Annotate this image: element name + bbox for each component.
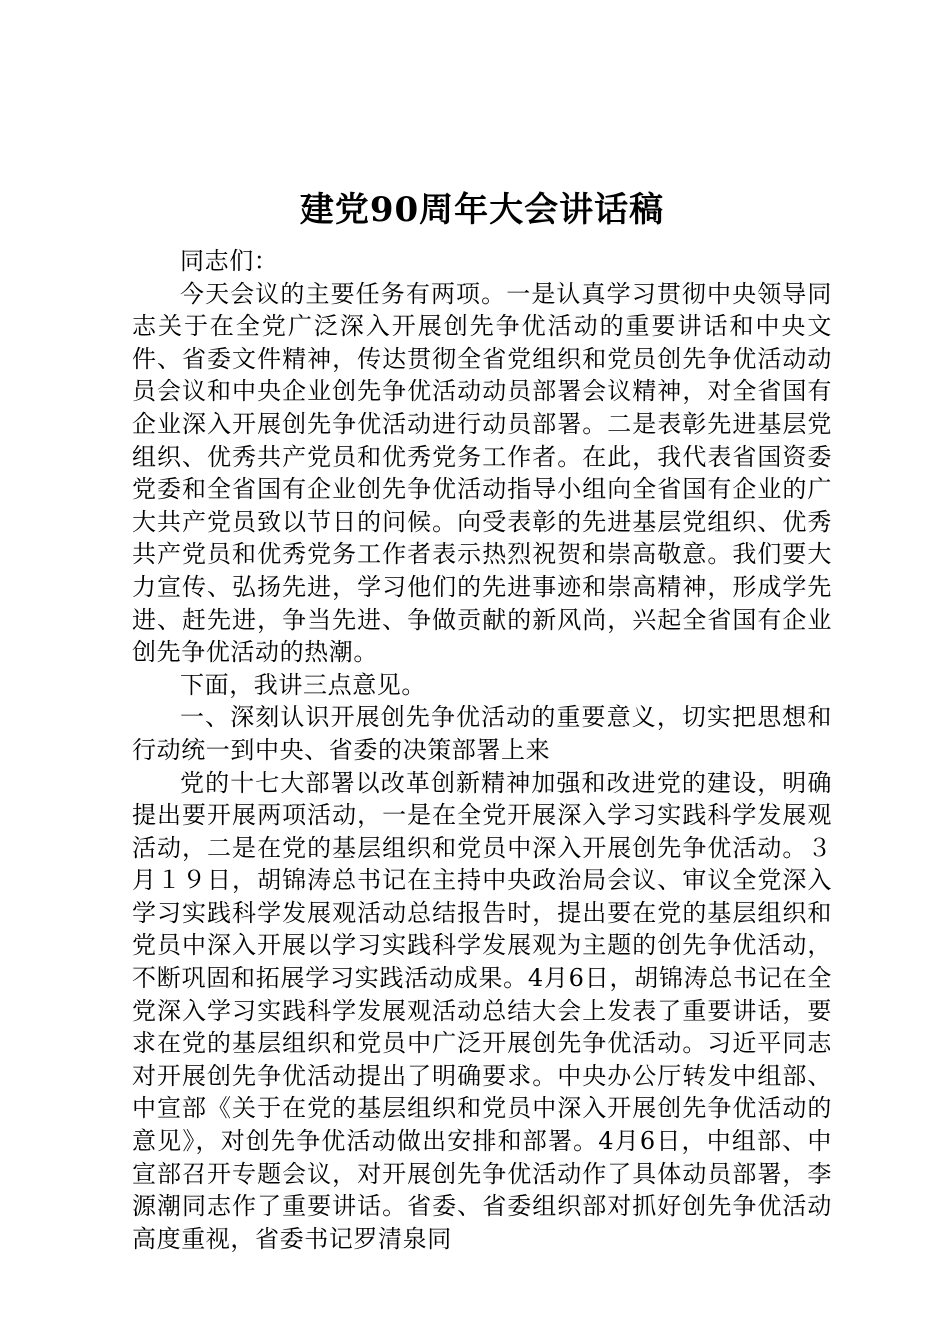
document-title: 建党90周年大会讲话稿: [299, 190, 665, 230]
salutation: 同志们：: [180, 247, 279, 275]
paragraph-intro: 今天会议的主要任务有两项。一是认真学习贯彻中央领导同志关于在全党广泛深入开展创先争优活动的重要讲话和中央文件、省委文件精神，传达贯彻全省党组织和党员创先争优活动动员会议和中央企业创先争优活动动员部署会议精神，对全省国有企业深入开展创先争优活动进行动员部署。二是表彰先进基层党组织、优秀共产党员和优秀党务工作者。在此，我代表省国资委党委和全省国有企业创先争优活动指导小组向全省国有企业的广大共产党员致以节日的问候。向受表彰的先进基层党组织、优秀共产党员和优秀党务工作者表示热烈祝贺和崇高敬意。我们要大力宣传、弘扬先进，学习他们的先进事迹和崇高精神，形成学先进、赶先进，争当先进、争做贡献的新风尚，兴起全省国有企业创先争优活动的热潮。: [132, 279, 832, 667]
section-heading-1: 一、深刻认识开展创先争优活动的重要意义，切实把思想和行动统一到中央、省委的决策部署上来: [132, 703, 832, 764]
paragraph-section-1: 党的十七大部署以改革创新精神加强和改进党的建设，明确提出要开展两项活动，一是在全党开展深入学习实践科学发展观活动，二是在党的基层组织和党员中深入开展创先争优活动。３月１９日，胡锦涛总书记在主持中央政治局会议、审议全党深入学习实践科学发展观活动总结报告时，提出要在党的基层组织和党员中深入开展以学习实践科学发展观为主题的创先争优活动，不断巩固和拓展学习实践活动成果。4月6日，胡锦涛总书记在全党深入学习实践科学发展观活动总结大会上发表了重要讲话，要求在党的基层组织和党员中广泛开展创先争优活动。习近平同志对开展创先争优活动提出了明确要求。中央办公厅转发中组部、中宣部《关于在党的基层组织和党员中深入开展创先争优活动的意见》，对创先争优活动做出安排和部署。4月6日，中组部、中宣部召开专题会议，对开展创先争优活动作了具体动员部署，李源潮同志作了重要讲话。省委、省委组织部对抓好创先争优活动高度重视，省委书记罗清泉同: [132, 768, 832, 1253]
paragraph-transition: 下面，我讲三点意见。: [180, 670, 426, 699]
